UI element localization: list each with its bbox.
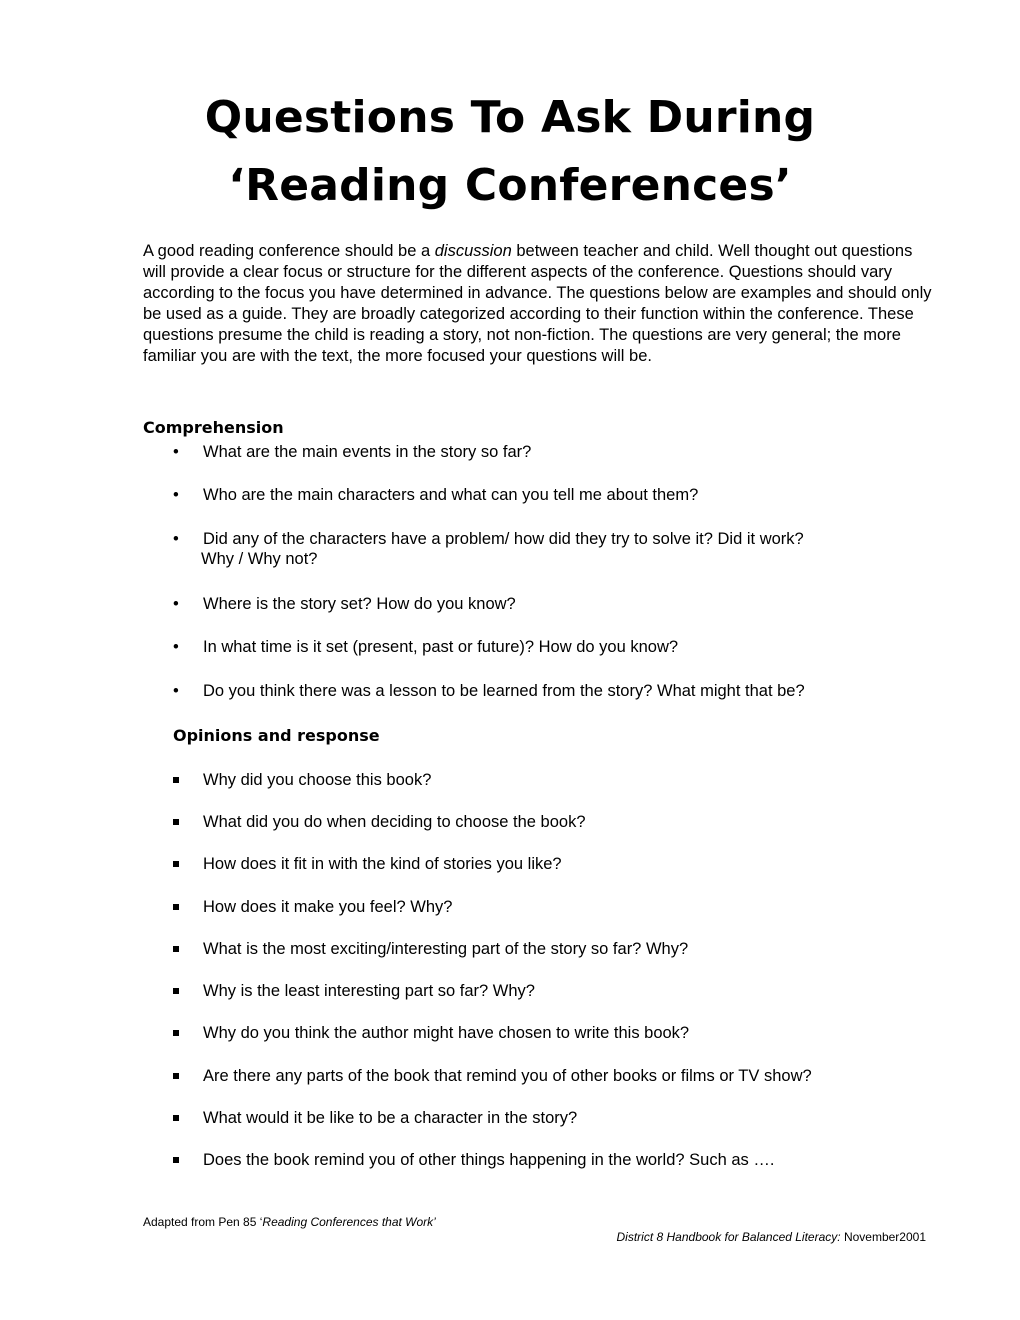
- list-item-text: How does it make you feel? Why?: [203, 898, 453, 916]
- bullet-square-icon: [173, 1157, 179, 1163]
- bullet-square-icon: [173, 1030, 179, 1036]
- bullet-dot-icon: •: [173, 443, 179, 461]
- bullet-dot-icon: •: [173, 638, 179, 656]
- list-item-text: What did you do when deciding to choose the book?: [203, 813, 586, 831]
- bullet-square-icon: [173, 861, 179, 867]
- list-item-text: Does the book remind you of other things happening in the world? Such as ….: [203, 1151, 775, 1169]
- bullet-dot-icon: •: [173, 486, 179, 504]
- list-item-text: Are there any parts of the book that remind you of other books or films or TV show?: [203, 1067, 812, 1085]
- footer-source-prefix: Adapted from Pen 85 ‘: [143, 1215, 263, 1229]
- footer-handbook-title: District 8 Handbook for Balanced Literacy:: [616, 1230, 841, 1244]
- bullet-square-icon: [173, 777, 179, 783]
- bullet-dot-icon: •: [173, 530, 179, 548]
- intro-emphasis: discussion: [434, 242, 512, 260]
- list-item-text: In what time is it set (present, past or future)? How do you know?: [203, 638, 679, 656]
- bullet-square-icon: [173, 819, 179, 825]
- bullet-square-icon: [173, 904, 179, 910]
- list-item-text: Why do you think the author might have chosen to write this book?: [203, 1024, 690, 1042]
- list-item-continuation: Why / Why not?: [201, 550, 318, 568]
- list-item-text: What are the main events in the story so far?: [203, 443, 532, 461]
- bullet-square-icon: [173, 1115, 179, 1121]
- footer-source: [143, 1215, 436, 1229]
- page-title-line-1: Questions To Ask During: [204, 92, 816, 143]
- bullet-square-icon: [173, 1073, 179, 1079]
- intro-text-before: A good reading conference should be a: [143, 242, 435, 260]
- bullet-dot-icon: •: [173, 595, 179, 613]
- list-item-text: Do you think there was a lesson to be learned from the story? What might that be?: [203, 682, 805, 700]
- intro-paragraph: [143, 241, 933, 367]
- footer-source-title: Reading Conferences that Work’: [262, 1215, 436, 1229]
- opinions-heading: Opinions and response: [173, 726, 380, 745]
- list-item-text: What is the most exciting/interesting part of the story so far? Why?: [203, 940, 689, 958]
- list-item-text: How does it fit in with the kind of stories you like?: [203, 855, 562, 873]
- list-item-text: Who are the main characters and what can you tell me about them?: [203, 486, 699, 504]
- intro-text-after: between teacher and child. Well thought out questions will provide a clear focus or structure for the different aspects of the conference. Questions should vary according to the focus you have determined in advance. The questions below are examples and should only be used as a guide. They are broadly categorized according to their function within the conference. These questions presume the child is reading a story, not non-fiction. The questions are very general; the more familiar you are with the text, the more focused your questions will be.: [143, 242, 932, 365]
- comprehension-heading: Comprehension: [143, 418, 284, 437]
- list-item-text: Where is the story set? How do you know?: [203, 595, 516, 613]
- list-item-text: Why did you choose this book?: [203, 771, 432, 789]
- bullet-square-icon: [173, 946, 179, 952]
- list-item-text: Why is the least interesting part so far? Why?: [203, 982, 535, 1000]
- footer-handbook-date: November2001: [840, 1230, 926, 1244]
- page-title-line-2: ‘Reading Conferences’: [228, 160, 792, 211]
- bullet-dot-icon: •: [173, 682, 179, 700]
- list-item-text: Did any of the characters have a problem/ how did they try to solve it? Did it work?: [203, 530, 804, 548]
- footer-handbook: [617, 1230, 927, 1244]
- list-item-text: What would it be like to be a character in the story?: [203, 1109, 578, 1127]
- bullet-square-icon: [173, 988, 179, 994]
